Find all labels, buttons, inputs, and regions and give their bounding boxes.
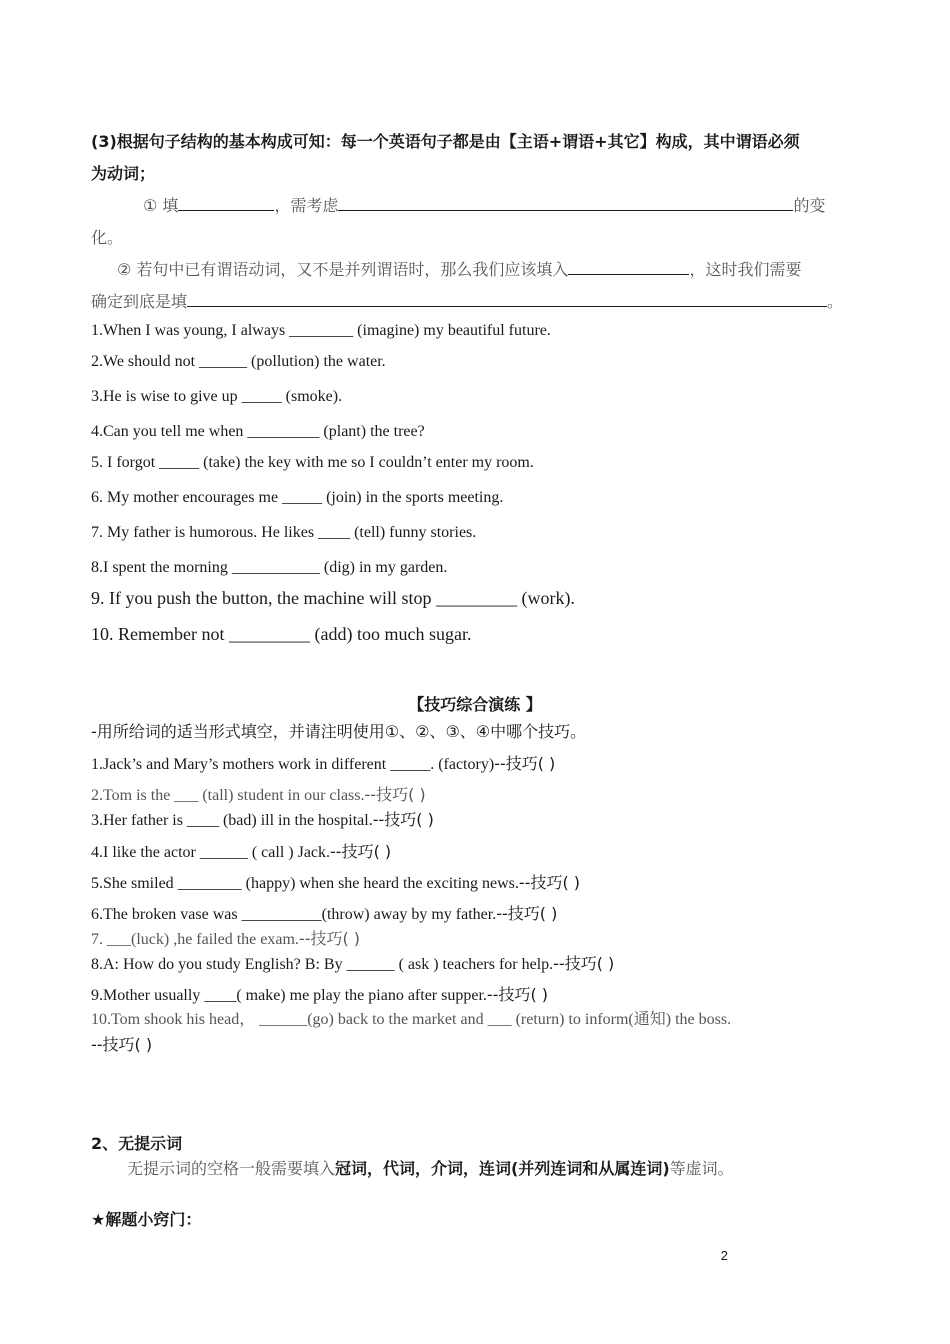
exercise1-item-3: 3.He is wise to give up _____ (smoke).	[91, 388, 343, 405]
section3-item2-cont	[91, 291, 843, 312]
tip-slot[interactable]: --技巧( )	[518, 873, 581, 892]
tip-slot[interactable]: --技巧( )	[496, 904, 558, 923]
tip-slot[interactable]: --技巧( )	[494, 754, 556, 773]
tip-slot[interactable]: --技巧( )	[330, 842, 392, 861]
exercise1-item-1: 1.When I was young, I always ________ (imagine) my beautiful future.	[91, 322, 551, 339]
item1-suffix: 的变	[793, 196, 826, 215]
tip-slot[interactable]: --技巧( )	[364, 785, 426, 804]
section3-item1-cont: 化。	[91, 228, 124, 247]
practice-instruction: -用所给词的适当形式填空，并请注明使用①、②、③、④中哪个技巧。	[91, 722, 587, 741]
section3-item1	[143, 195, 825, 216]
practice-item-1: 1.Jack’s and Mary’s mothers work in different _____. (factory)--技巧( )	[91, 754, 556, 773]
section3-line1: (3)根据句子结构的基本构成可知：每一个英语句子都是由【主语+谓语+其它】构成，其中谓语必须	[91, 132, 800, 151]
exercise1-item-5: 5. I forgot _____ (take) the key with me so I couldn’t enter my room.	[91, 454, 534, 471]
item2-prefix: ② 若句中已有谓语动词，又不是并列谓语时，那么我们应该填入	[117, 260, 569, 279]
practice-title: 【技巧综合演练 】	[408, 695, 542, 714]
answer-blank[interactable]: _________	[435, 588, 517, 608]
tip-slot[interactable]: --技巧( )	[486, 985, 549, 1004]
item1-blank-1	[178, 195, 274, 211]
practice-item-3: 3.Her father is ____ (bad) ill in the hospital.--技巧( )	[91, 810, 434, 829]
item2-cont-suffix: 。	[827, 292, 844, 311]
tip-slot[interactable]: --技巧( )	[553, 954, 615, 973]
practice-item-8: 8.A: How do you study English? B: By ______ ( ask ) teachers for help.--技巧( )	[91, 954, 615, 973]
tip-slot[interactable]: --技巧( )	[298, 929, 361, 948]
practice-item-9: 9.Mother usually ____( make) me play the piano after supper.--技巧( )	[91, 985, 549, 1004]
answer-blank[interactable]: _____	[282, 489, 323, 506]
answer-blank[interactable]: ____	[318, 524, 351, 541]
section2-heading: 2、无提示词	[91, 1134, 183, 1153]
practice-item-5: 5.She smiled ________ (happy) when she heard the exciting news.--技巧( )	[91, 873, 581, 892]
practice-item-2: 2.Tom is the ___ (tall) student in our class.--技巧( )	[91, 785, 426, 804]
item2-cont-prefix: 确定到底是填	[91, 292, 188, 311]
section2-body: 无提示词的空格一般需要填入冠词，代词，介词，连词(并列连词和从属连词)等虚词。	[127, 1159, 734, 1178]
item2-blank-2	[187, 291, 827, 307]
exercise1-item-10: 10. Remember not _________ (add) too much sugar.	[91, 624, 472, 644]
answer-blank[interactable]: ______	[199, 353, 248, 370]
answer-blank[interactable]: _________	[247, 423, 320, 440]
tips-heading: ★解题小窍门：	[91, 1210, 202, 1229]
exercise1-item-4: 4.Can you tell me when _________ (plant) the tree?	[91, 423, 425, 440]
page-number: 2	[720, 1248, 728, 1263]
answer-blank[interactable]: _________	[228, 624, 310, 644]
item1-prefix: ① 填	[143, 196, 179, 215]
item2-suffix: ，这时我们需要	[689, 260, 802, 279]
practice-item-10-tip[interactable]: --技巧( )	[91, 1035, 153, 1054]
exercise1-item-9: 9. If you push the button, the machine will stop _________ (work).	[91, 588, 575, 608]
answer-blank[interactable]: _____	[159, 454, 200, 471]
practice-item-6: 6.The broken vase was __________(throw) away by my father.--技巧( )	[91, 904, 558, 923]
item2-blank-1	[568, 259, 689, 275]
item1-mid: ，需考虑	[274, 196, 339, 215]
section3-line2: 为动词；	[91, 164, 156, 183]
item1-blank-2	[338, 195, 793, 211]
tip-slot[interactable]: --技巧( )	[372, 810, 434, 829]
exercise1-item-7: 7. My father is humorous. He likes ____ (tell) funny stories.	[91, 524, 477, 541]
practice-item-7: 7. ___(luck) ,he failed the exam.--技巧( )	[91, 929, 361, 948]
exercise1-item-2: 2.We should not ______ (pollution) the water.	[91, 353, 386, 370]
answer-blank[interactable]: ___________	[231, 559, 320, 576]
practice-item-10: 10.Tom shook his head， ______(go) back to the market and ___ (return) to inform(通知) the boss.	[91, 1011, 732, 1028]
answer-blank[interactable]: ________	[289, 322, 354, 339]
answer-blank[interactable]: _____	[241, 388, 282, 405]
exercise1-item-8: 8.I spent the morning ___________ (dig) in my garden.	[91, 559, 448, 576]
practice-item-4: 4.I like the actor ______ ( call ) Jack.--技巧( )	[91, 842, 392, 861]
section3-item2	[117, 259, 801, 280]
exercise1-item-6: 6. My mother encourages me _____ (join) in the sports meeting.	[91, 489, 504, 506]
